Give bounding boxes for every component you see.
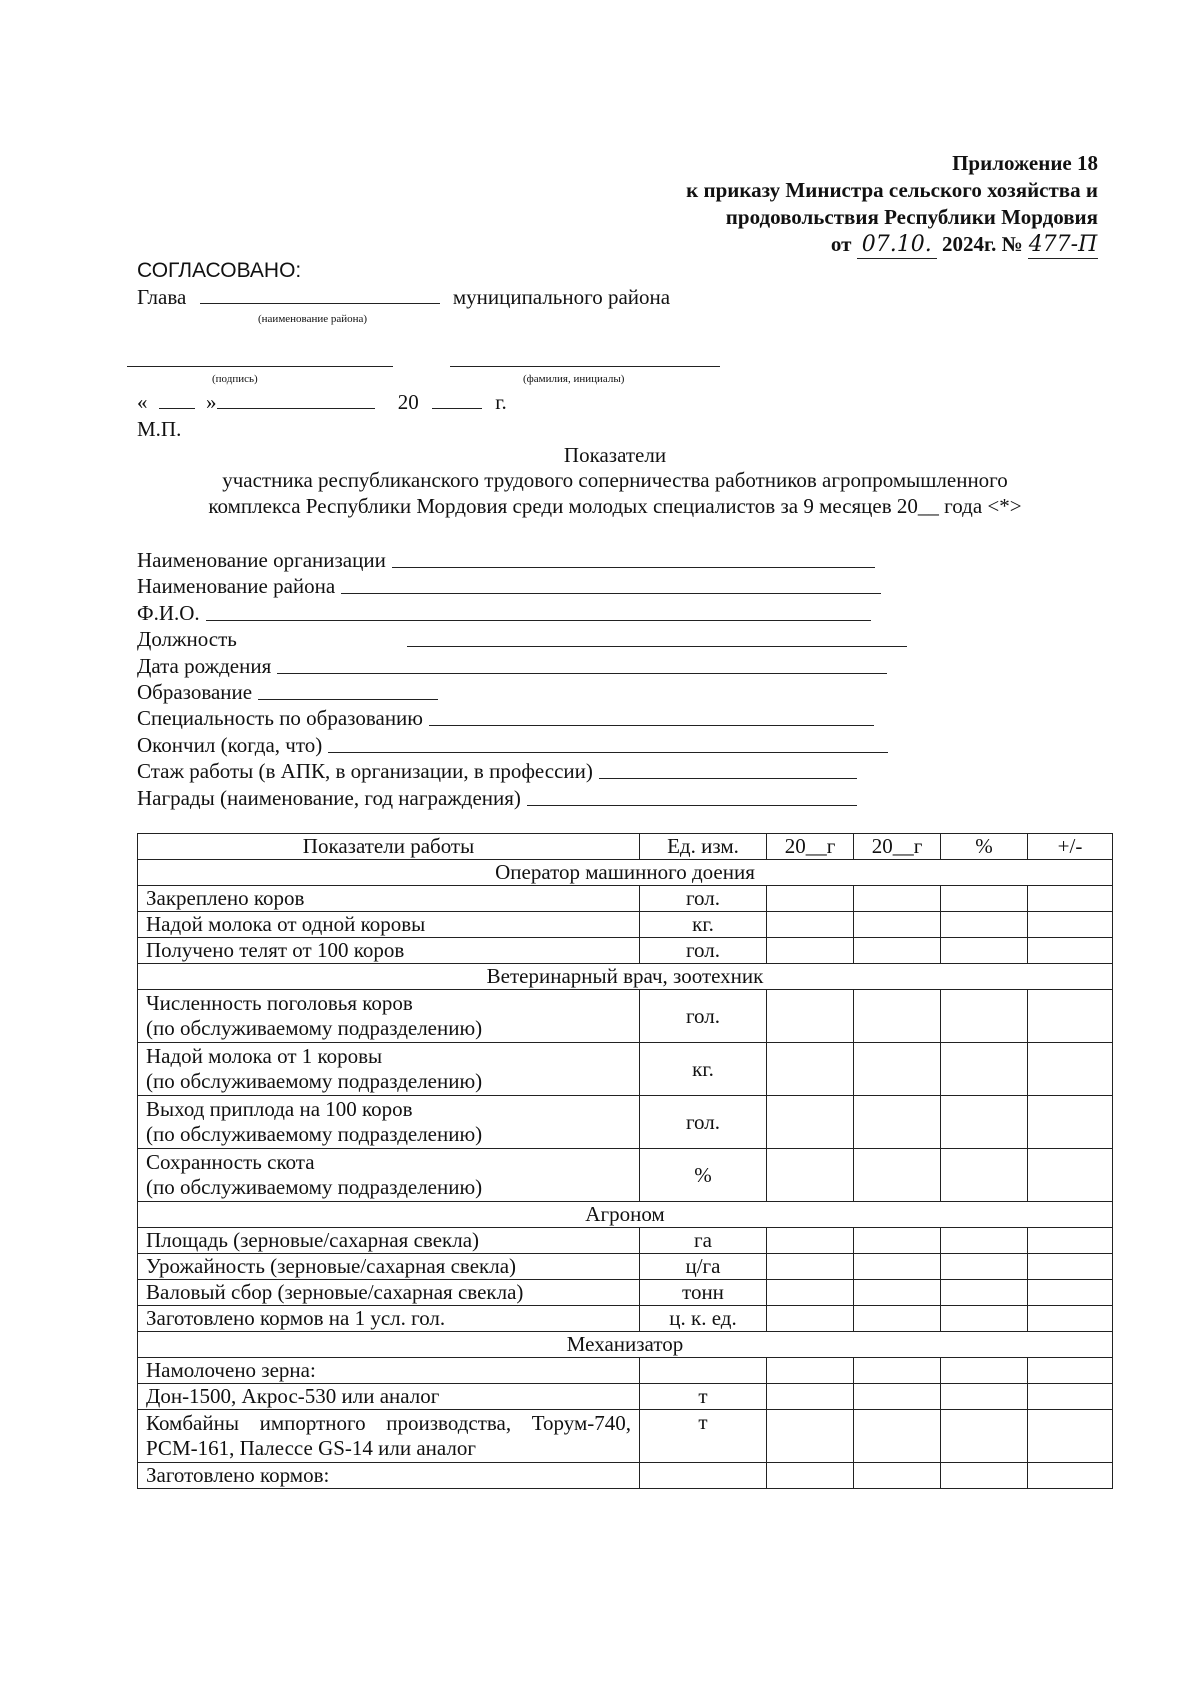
section-row: Механизатор [138,1332,1113,1358]
field-birth-date: Дата рождения [137,653,937,679]
table-row: Урожайность (зерновые/сахарная свекла) ц/га [138,1254,1113,1280]
month-blank [217,390,375,409]
header-percent: % [941,834,1028,860]
table-row: Надой молока от 1 коровы (по обслуживаемому подразделению) кг. [138,1043,1113,1096]
header-indicator: Показатели работы [138,834,640,860]
year-blank [432,390,482,409]
table-row: Сохранность скота (по обслуживаемому подразделению) % [138,1149,1113,1202]
table-row: Выход приплода на 100 коров (по обслуживаемому подразделению) гол. [138,1096,1113,1149]
field-organization: Наименование организации [137,547,937,573]
table-row: Численность поголовья коров (по обслуживаемому подразделению) гол. [138,990,1113,1043]
order-date-line: от 07.10. 2024г. № 477-П [830,232,1098,257]
section-row: Ветеринарный врач, зоотехник [138,964,1113,990]
day-blank [159,390,195,409]
table-row: Дон-1500, Акрос-530 или аналог т [138,1384,1113,1410]
stamp-label: М.П. [137,417,182,441]
table-header-row [138,834,1113,860]
field-experience: Стаж работы (в АПК, в организации, в профессии) [137,758,937,784]
field-awards: Награды (наименование, год награждения) [137,785,937,811]
appendix-header [686,150,1098,259]
order-date: 07.10. [857,231,937,259]
header-year-2: 20__г [854,834,941,860]
order-reference: к приказу Министра сельского хозяйства и [686,178,1098,202]
section-row: Агроном [138,1202,1113,1228]
indicators-table [137,833,1113,1489]
appendix-number: Приложение 18 [952,151,1098,175]
document-subtitle-1: участника республиканского трудового соперничества работников агропромышленного [222,468,1008,492]
document-subtitle-2: комплекса Республики Мордовия среди молодых специалистов за 9 месяцев 20__ года <*> [208,494,1022,518]
header-year-1: 20__г [767,834,854,860]
approval-date-line: « » 20 г. [137,390,507,414]
table-row: Заготовлено кормов: [138,1463,1113,1489]
district-caption: (наименование района) [258,313,368,325]
section-row: Оператор машинного доения [138,860,1113,886]
document-title: Показатели [563,443,667,467]
name-blank [450,366,720,367]
table-row: Намолочено зерна: [138,1358,1113,1384]
field-position: Должность [137,626,937,652]
table-row: Закреплено коров гол. [138,886,1113,912]
order-number: 477-П [1028,232,1098,257]
field-graduated: Окончил (когда, что) [137,732,937,758]
name-caption: (фамилия, инициалы) [523,373,625,385]
table-row: Площадь (зерновые/сахарная свекла) га [138,1228,1113,1254]
head-line: Глава муниципального района [137,285,671,309]
agreed-label: СОГЛАСОВАНО: [137,259,302,282]
table-row: Комбайны импортного производства, Торум-740, РСМ-161, Палессе GS-14 или аналог т [138,1410,1113,1463]
ministry-name: продовольствия Республики Мордовия [725,205,1098,229]
table-row: Заготовлено кормов на 1 усл. гол. ц. к. ед. [138,1306,1113,1332]
signature-blank [127,366,393,367]
table-row: Получено телят от 100 коров гол. [138,938,1113,964]
field-full-name: Ф.И.О. [137,600,937,626]
table-row: Надой молока от одной коровы кг. [138,912,1113,938]
table-row: Валовый сбор (зерновые/сахарная свекла) тонн [138,1280,1113,1306]
field-district: Наименование района [137,573,937,599]
header-unit: Ед. изм. [640,834,767,860]
district-blank [200,285,440,304]
header-diff: +/- [1028,834,1113,860]
signature-caption: (подпись) [212,373,258,385]
field-specialty: Специальность по образованию [137,705,937,731]
field-education: Образование [137,679,937,705]
